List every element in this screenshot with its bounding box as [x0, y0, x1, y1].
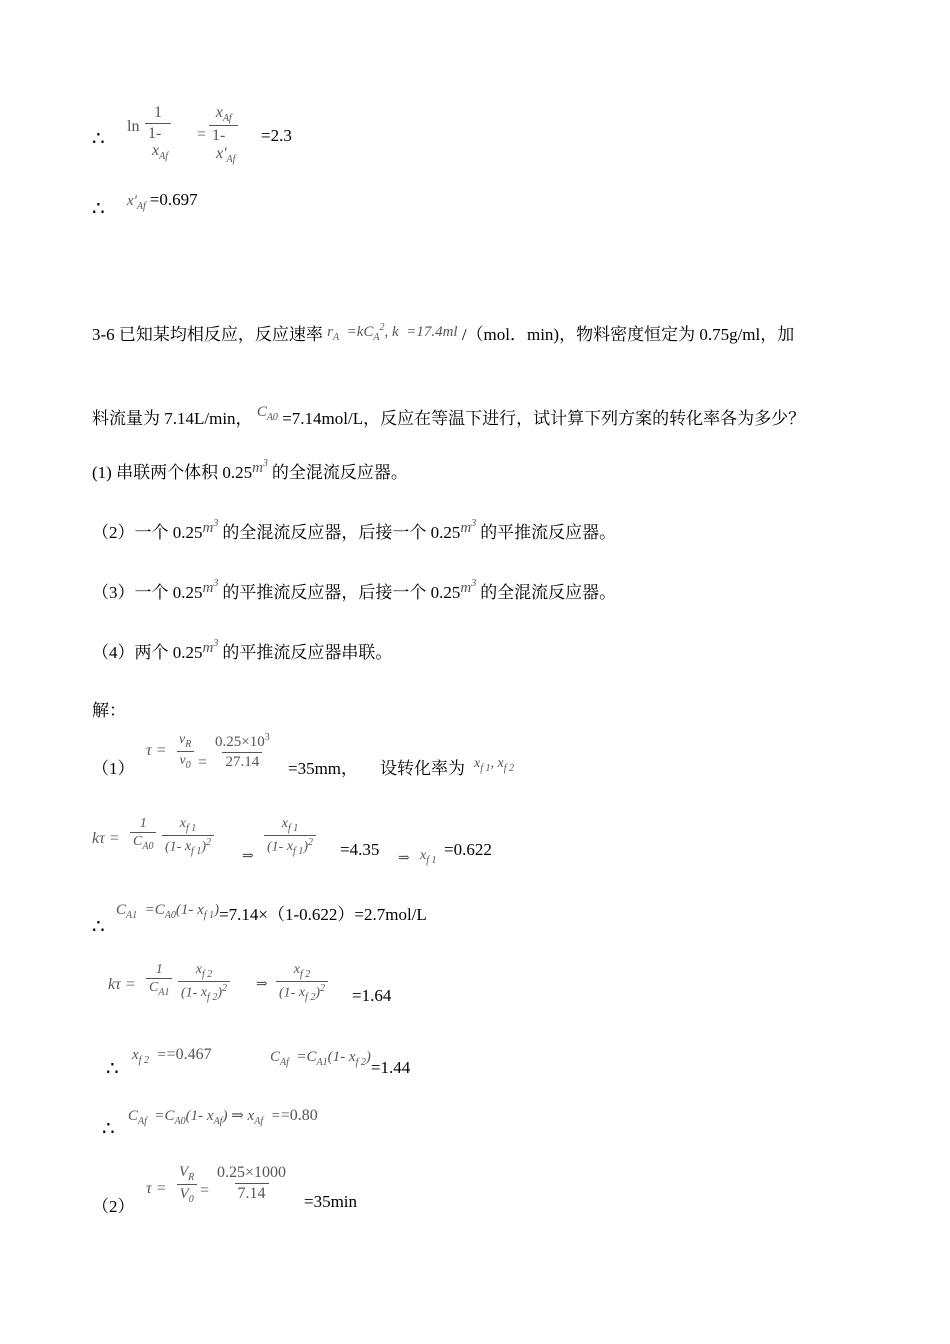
problem-text-d: =7.14mol/L，反应在等温下进行，试计算下列方案的转化率各为多少？	[282, 409, 806, 428]
scheme-item-1: (1) 串联两个体积 $0.25m^3$ 的全混流反应器。	[92, 458, 408, 482]
solution-1-tau: （1） τ = $\frac{v_R}{v_0}$ = $\frac{0.25\times 10^3}{27.14}$ =35mm， 设转化率为 $x_{f 1}$, $x_{f 2}$	[92, 732, 514, 778]
therefore-symbol: ∴	[92, 198, 105, 220]
rate-constant: 17.4ml	[416, 324, 458, 340]
scheme-item-4: （4）两个 $0.25m^3$ 的平推流反应器串联。	[92, 638, 393, 662]
solution-1-caf: $C_{Af} =C_{A1}(1-$ $x_{f 2})=1.44$	[270, 1049, 411, 1077]
xaf-result-line: $x'_{Af} =0.697$	[127, 190, 198, 212]
equation-result: =2.3	[261, 126, 292, 145]
solution-1-ktau: kτ = $\frac{1}{C_{A0}}$ $\frac{x_{f 1}}{(1- x_{f 1})^2}$ ⇒ $\frac{x_{f 1}}{(1- x_{f 1})^2}$ =4.35 ⇒ $x_{f 1}$ =0.622	[92, 816, 492, 866]
therefore-symbol: ∴	[92, 916, 105, 938]
solution-1-ktau-2: kτ = $\frac{1}{C_{A1}}$ $\frac{x_{f 2}}{(1- x_{f 2})^2}$ ⇒ $\frac{x_{f 2}}{(1- x_{f 2})^2}$ =1.64	[108, 962, 392, 1005]
problem-text-b: /（mol．min)，物料密度恒定为 0.75g/ml，加	[461, 325, 795, 344]
solution-2-tau: （2） τ = $\frac{V_R}{V_0}$ = $\frac{0.25\times 1000}{7.14}$ =35min	[92, 1164, 358, 1216]
therefore-symbol: ∴	[92, 128, 105, 150]
scheme-item-2: （2）一个 $0.25m^3$ 的全混流反应器，后接一个 $0.25m^3$ 的平推流反应器。	[92, 518, 617, 542]
therefore-symbol: ∴	[106, 1058, 119, 1080]
problem-text-c: 料流量为 7.14L/min，	[92, 409, 253, 428]
problem-line-1: 3-6 已知某均相反应，反应速率 $r_A =kC_A^2$, k =17.4ml /（mol．min)，物料密度恒定为 0.75g/ml，加	[92, 322, 795, 344]
xaf-result: =0.697	[149, 190, 198, 209]
solution-1-ca1: $C_{A1} =C_{A0}(1-$ $x_{f 1})=7.14\times(1-0.622)=2.7mol/L$	[116, 902, 427, 924]
solution-heading: 解：	[92, 701, 126, 720]
solution-1-xf2: $x_{f 2} ==0.467$	[132, 1046, 212, 1066]
therefore-symbol: ∴	[102, 1118, 115, 1140]
solution-1-xaf: $C_{Af} =C_{A0}(1-$ $x_{Af}$) ⇒ $x_{Af} ==0.80$	[128, 1107, 318, 1127]
problem-text-a: 3-6 已知某均相反应，反应速率	[92, 325, 323, 344]
problem-line-2: 料流量为 7.14L/min， $C_{A0} =7.14mol/L$，反应在等温下进行，试计算下列方案的转化率各为多少？	[92, 404, 806, 428]
scheme-item-3: （3）一个 $0.25m^3$ 的平推流反应器，后接一个 $0.25m^3$ 的全混流反应器。	[92, 578, 617, 602]
